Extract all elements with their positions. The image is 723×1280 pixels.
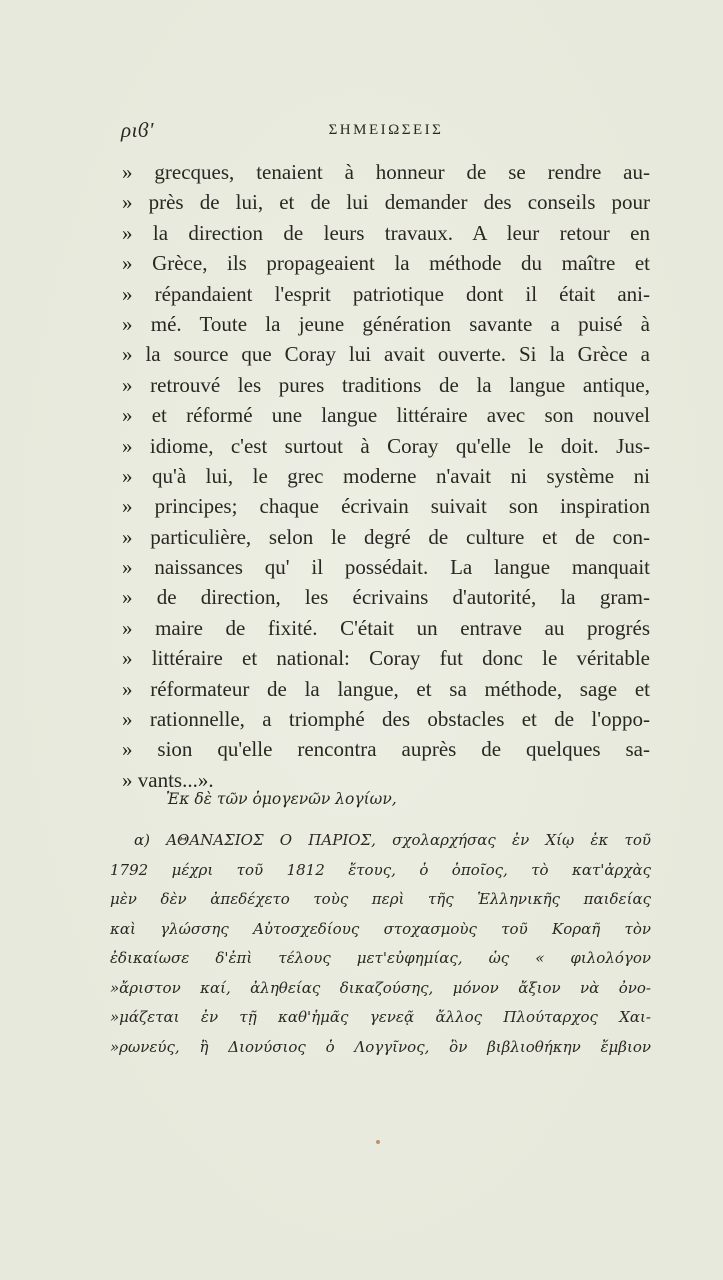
- quote-line: » de direction, les écrivains d'autorité, la gram-: [122, 585, 650, 610]
- greek-line: ἐδικαίωσε δ'ἐπὶ τέλους μετ'εὐφημίας, ὡς « φιλολόγον: [110, 949, 651, 967]
- page-number: ριϐ': [121, 118, 154, 142]
- quote-line: » Grèce, ils propageaient la méthode du maître et: [122, 251, 650, 276]
- quote-line: » principes; chaque écrivain suivait son inspiration: [122, 494, 650, 519]
- quote-line: » et réformé une langue littéraire avec son nouvel: [122, 403, 650, 428]
- quote-line: » idiome, c'est surtout à Coray qu'elle le doit. Jus-: [122, 433, 650, 458]
- quote-line: » naissances qu' il possédait. La langue manquait: [122, 555, 650, 580]
- quote-line: » près de lui, et de lui demander des conseils pour: [122, 190, 650, 215]
- greek-line: 1792 μέχρι τοῦ 1812 ἔτους, ὁ ὁποῖος, τὸ κατ'ἀρχὰς: [110, 860, 651, 879]
- quote-line: » vants...».: [122, 767, 214, 792]
- quote-line: » retrouvé les pures traditions de la langue antique,: [122, 372, 650, 397]
- greek-line: »ἄριστον καί, ἀληθείας δικαζούσης, μόνον ἄξιον νὰ ὀνο-: [110, 978, 651, 997]
- greek-line: »ρωνεύς, ἢ Διονύσιος ὁ Λογγῖνος, ὃν βιβλιοθήκην ἔμβιον: [110, 1037, 651, 1056]
- greek-intro: Ἐκ δὲ τῶν ὁμογενῶν λογίων,: [166, 790, 397, 808]
- page-header: [121, 118, 651, 146]
- quote-line: » qu'à lui, le grec moderne n'avait ni système ni: [122, 463, 650, 488]
- quote-line: » réformateur de la langue, et sa méthode, sage et: [122, 676, 650, 701]
- greek-line: καὶ γλώσσης Αὐτοσχεδίους στοχασμοὺς τοῦ Κοραῆ τὸν: [110, 919, 651, 938]
- french-quotation: [122, 157, 650, 795]
- quote-line: » la source que Coray lui avait ouverte. Si la Grèce a: [122, 342, 650, 367]
- quote-line: » littéraire et national: Coray fut donc le véritable: [122, 646, 650, 671]
- greek-line: μὲν δὲν ἀπεδέχετο τοὺς περὶ τῆς Ἑλληνικῆς παιδείας: [110, 890, 651, 908]
- greek-paragraph: [110, 826, 651, 1062]
- quote-line: » sion qu'elle rencontra auprès de quelques sa-: [122, 737, 650, 762]
- running-head: ΣΗΜΕΙΩΣΕΙΣ: [328, 122, 444, 138]
- greek-line: »μάζεται ἐν τῇ καθ'ἡμᾶς γενεᾷ ἄλλος Πλούταρχος Χαι-: [110, 1008, 651, 1026]
- quote-line: » mé. Toute la jeune génération savante a puisé à: [122, 311, 650, 336]
- paper-blemish: [376, 1140, 380, 1144]
- quote-line: » maire de fixité. C'était un entrave au progrés: [122, 615, 650, 640]
- quote-line: » particulière, selon le degré de culture et de con-: [122, 524, 650, 549]
- quote-line: » rationnelle, a triomphé des obstacles et de l'oppo-: [122, 707, 650, 732]
- quote-line: » grecques, tenaient à honneur de se rendre au-: [122, 160, 650, 184]
- greek-line: α) ΑΘΑΝΑΣΙΟΣ Ο ΠΑΡΙΟΣ, σχολαρχήσας ἐν Χίῳ ἐκ τοῦ: [134, 831, 651, 849]
- quote-line: » répandaient l'esprit patriotique dont il était ani-: [122, 281, 650, 306]
- quote-line: » la direction de leurs travaux. A leur retour en: [122, 220, 650, 245]
